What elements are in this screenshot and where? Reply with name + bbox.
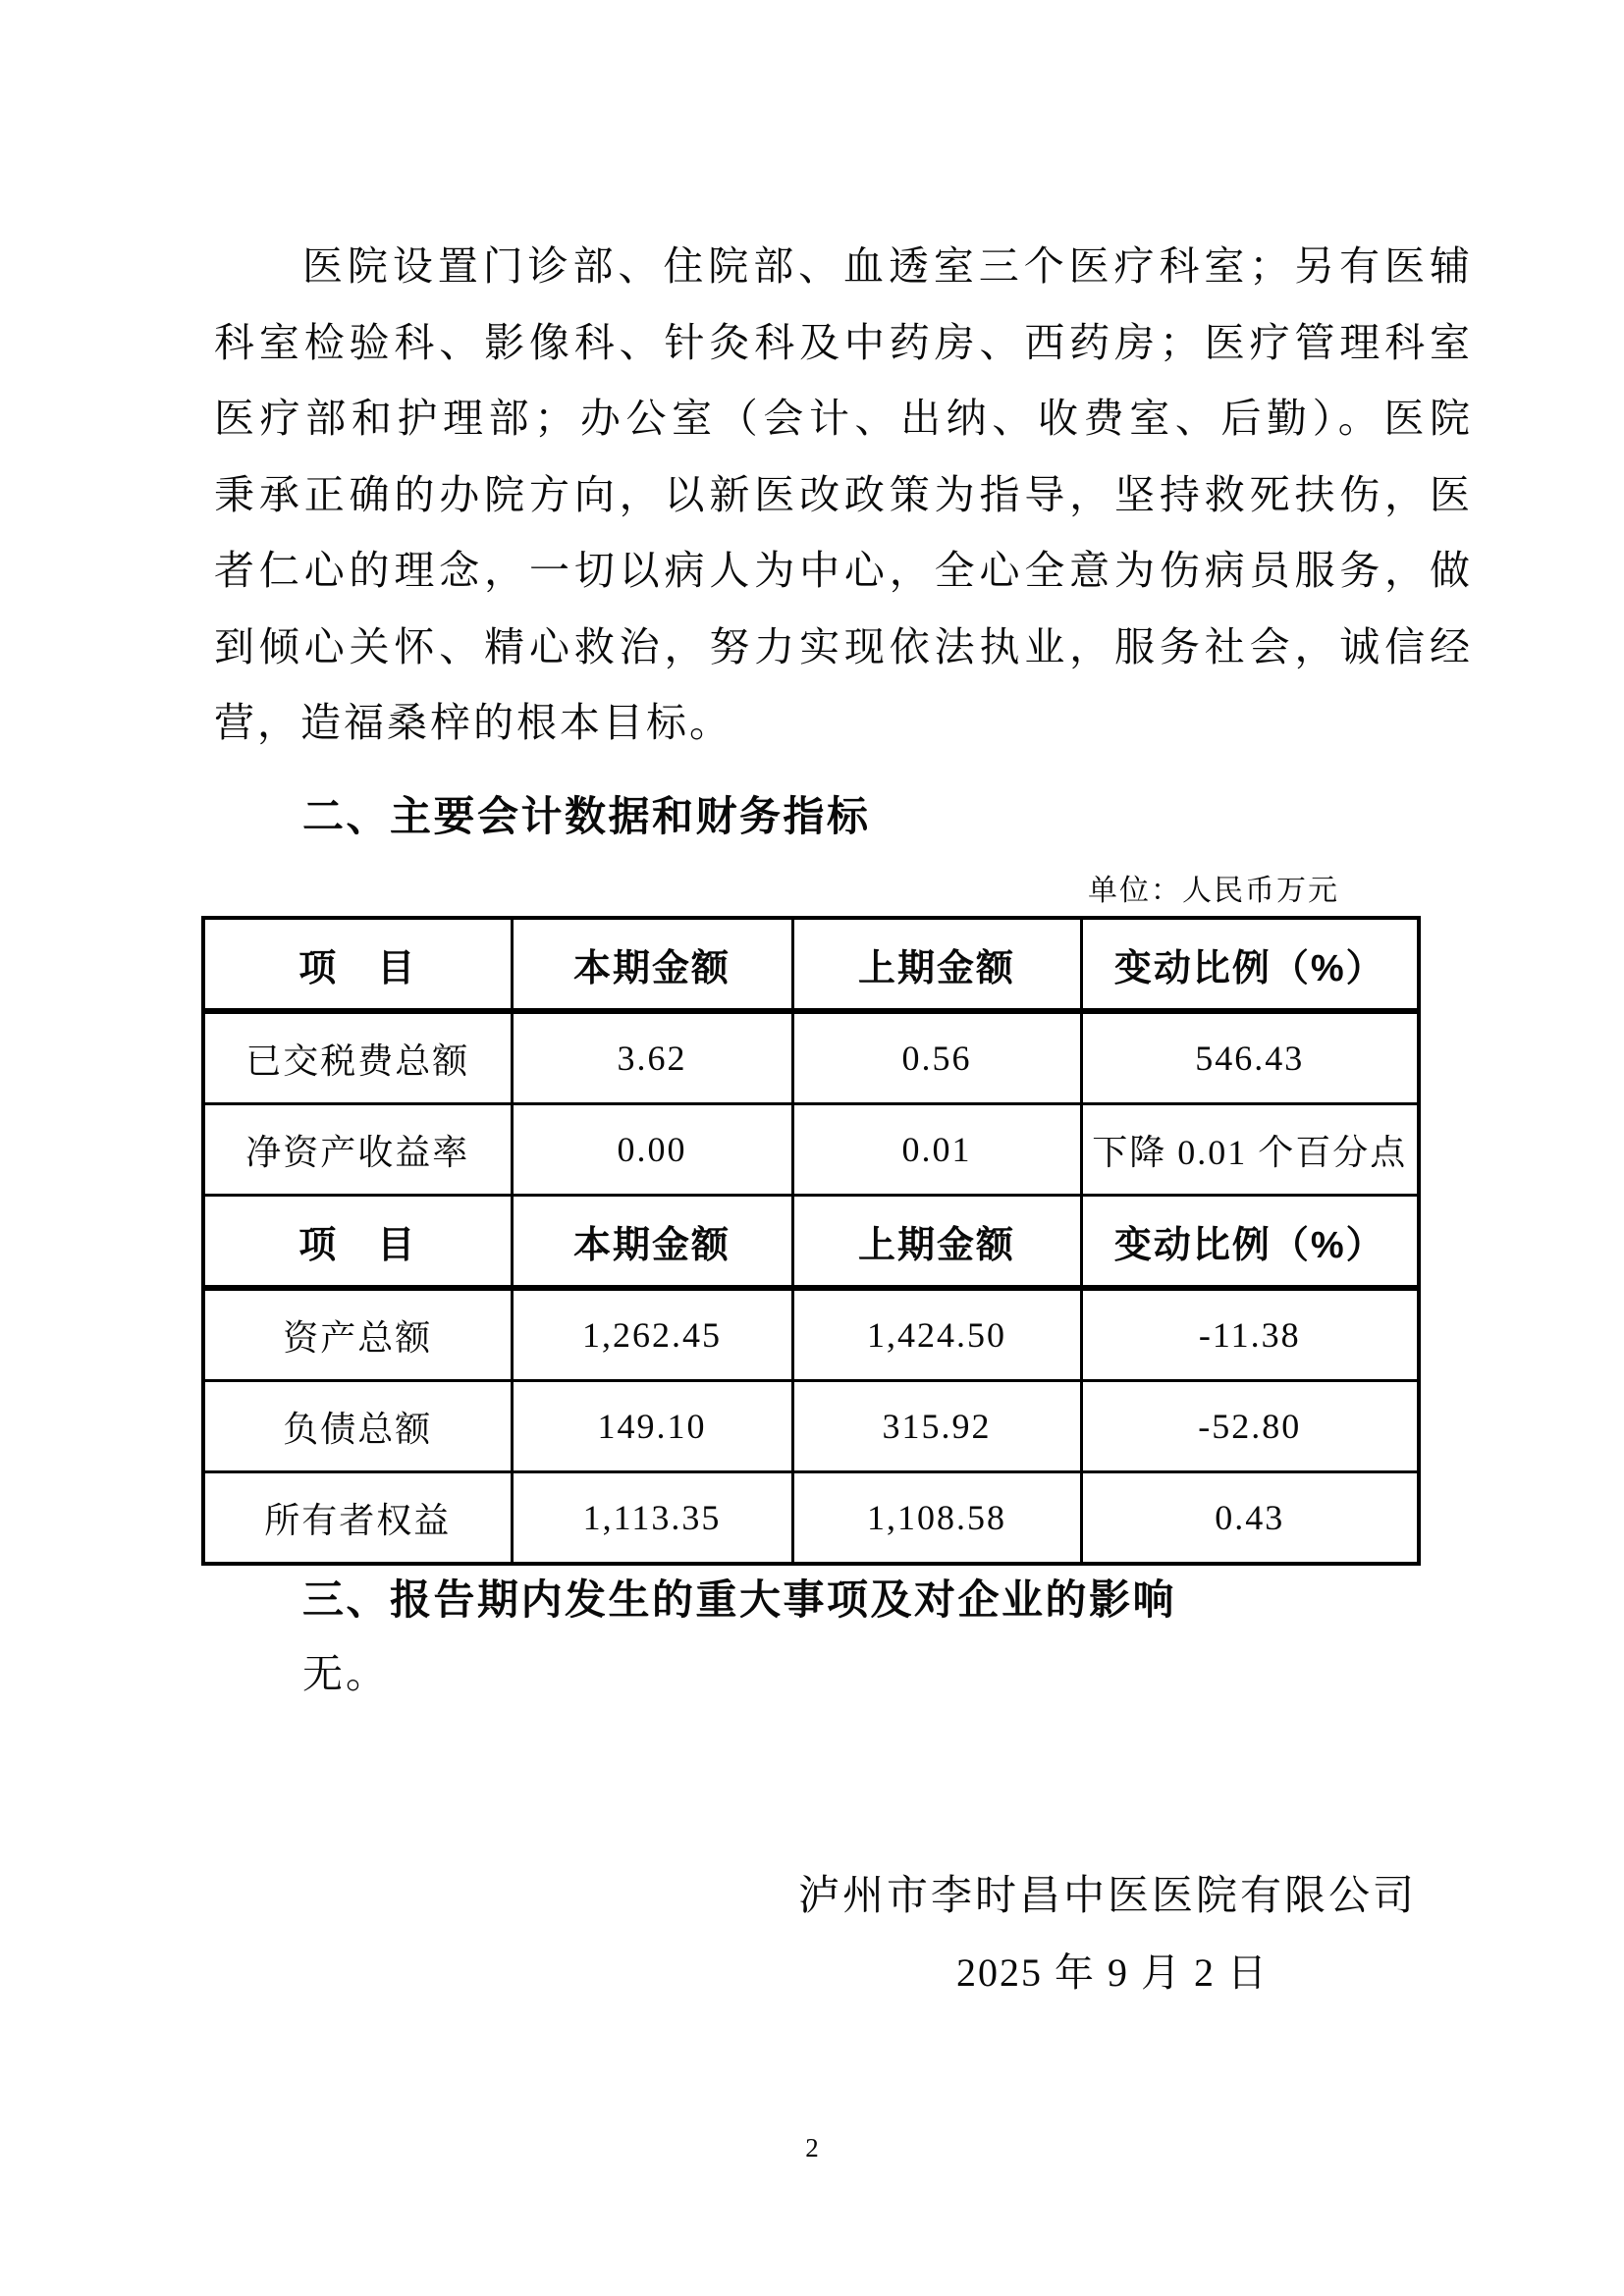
page-number: 2 (805, 2133, 819, 2163)
table-row (203, 1472, 1419, 1565)
value-cell: 0.43 (1081, 1472, 1419, 1565)
paragraph-line: 营，造福桑梓的根本目标。 (214, 700, 732, 745)
value-cell: 0.56 (792, 1011, 1081, 1104)
section2-heading: 二、主要会计数据和财务指标 (302, 793, 871, 839)
value-cell: -52.80 (1081, 1381, 1419, 1472)
section3-heading: 三、报告期内发生的重大事项及对企业的影响 (302, 1576, 1177, 1623)
value-cell: 315.92 (792, 1381, 1081, 1472)
table-header-row (203, 1196, 1419, 1289)
item-name-cell: 净资产收益率 (203, 1104, 512, 1196)
table-row (203, 1381, 1419, 1472)
paragraph-line: 科室检验科、影像科、针灸科及中药房、西药房；医疗管理科室 (214, 319, 1473, 365)
value-cell: 1,262.45 (512, 1288, 792, 1381)
table-row (203, 1288, 1419, 1381)
section3-body: 无。 (302, 1651, 389, 1696)
value-cell: -11.38 (1081, 1288, 1419, 1381)
table-row (203, 1104, 1419, 1196)
financial-indicators-table (201, 916, 1421, 1566)
value-cell: 546.43 (1081, 1011, 1419, 1104)
header-cell-item: 项 目 (203, 1196, 512, 1289)
item-name-cell: 所有者权益 (203, 1472, 512, 1565)
value-cell: 1,113.35 (512, 1472, 792, 1565)
paragraph-line: 者仁心的理念，一切以病人为中心，全心全意为伤病员服务，做 (214, 548, 1473, 593)
header-cell-previous: 上期金额 (792, 918, 1081, 1011)
table-unit-label: 单位：人民币万元 (1088, 875, 1339, 907)
table-row (203, 1011, 1419, 1104)
item-name-cell: 已交税费总额 (203, 1011, 512, 1104)
header-cell-item: 项 目 (203, 918, 512, 1011)
value-cell: 149.10 (512, 1381, 792, 1472)
paragraph-line: 秉承正确的办院方向，以新医改政策为指导，坚持救死扶伤，医 (214, 471, 1473, 517)
value-cell: 1,424.50 (792, 1288, 1081, 1381)
item-name-cell: 资产总额 (203, 1288, 512, 1381)
report-date: 2025 年 9 月 2 日 (956, 1950, 1269, 1995)
value-cell: 0.01 (792, 1104, 1081, 1196)
header-cell-current: 本期金额 (512, 1196, 792, 1289)
intro-paragraph (214, 229, 1473, 762)
header-cell-previous: 上期金额 (792, 1196, 1081, 1289)
value-cell: 1,108.58 (792, 1472, 1081, 1565)
value-cell: 0.00 (512, 1104, 792, 1196)
value-cell: 下降 0.01 个百分点 (1081, 1104, 1419, 1196)
value-cell: 3.62 (512, 1011, 792, 1104)
company-signature: 泸州市李时昌中医医院有限公司 (797, 1874, 1417, 1919)
table-header-row (203, 918, 1419, 1011)
header-cell-change: 变动比例（%） (1081, 1196, 1419, 1289)
paragraph-line: 医院设置门诊部、住院部、血透室三个医疗科室；另有医辅 (302, 243, 1473, 289)
paragraph-line: 到倾心关怀、精心救治，努力实现依法执业，服务社会，诚信经 (214, 623, 1473, 669)
item-name-cell: 负债总额 (203, 1381, 512, 1472)
paragraph-line: 医疗部和护理部；办公室（会计、出纳、收费室、后勤）。医院 (214, 396, 1473, 441)
header-cell-current: 本期金额 (512, 918, 792, 1011)
header-cell-change: 变动比例（%） (1081, 918, 1419, 1011)
